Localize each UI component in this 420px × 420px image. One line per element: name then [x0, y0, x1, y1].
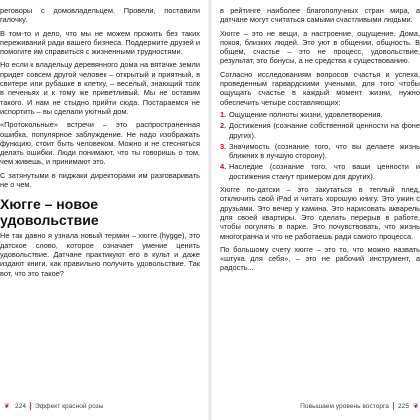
list-text: Ощущение полноты жизни, удовлетворения. — [229, 109, 383, 119]
paragraph: Хюгге – это не вещи, а настроение, ощущение. Дома, покоя, близких людей. Это уют в общении, общность. В общем, счастье – это не процесс, удовольствие, результат, это бонусы, а не средства к существованию. — [220, 28, 420, 66]
chapter-title: Повышаем уровень восторга — [300, 402, 389, 410]
right-footer — [300, 402, 420, 410]
paragraph: Согласно исследованиям вопросов счастья и успеха, проведенным гарвардскими учеными, для того чтобы ощущать счастье в каждый момент жизни, нужно обеспечить четыре составляющих: — [220, 69, 420, 107]
chapter-title: Эффект красной розы — [35, 402, 104, 410]
paragraph: По большому счету хюгге – это то, что можно назвать «штука для себя», – это не рабочий инструмент, а радость... — [220, 244, 420, 273]
list-number: 2. — [220, 121, 227, 131]
paragraph: в рейтинге наиболее благополучных стран мира, а датчане могут считаться самыми счастливыми людьми. — [220, 6, 420, 25]
list-item — [220, 110, 420, 119]
paragraph: реговоры с домовладельцем. Провели, поставили галочку. — [0, 6, 200, 25]
list-text: Достижения (сознание собственной ценности на фоне других). — [229, 121, 420, 140]
paragraph: Но если к владельцу деревянного дома на вятачке земли придет совсем другой человек – открытый и приятный, в свитере или рубашке в клетку, – веселый, знающий толк в печеньях и к тому же приветливый. Мы не оставим такого. И нам не стыдно прийти сюда. Постараемся не испортить – вы сделали уютный дом. — [0, 60, 200, 116]
list-item — [220, 121, 420, 140]
list-item — [220, 142, 420, 161]
left-footer — [4, 402, 103, 410]
list-item — [220, 162, 420, 181]
list-number: 4. — [220, 162, 227, 172]
section-heading: Хюгге – новое удовольствие — [0, 196, 99, 229]
list-number: 3. — [220, 141, 227, 151]
page-number: 224 — [15, 402, 27, 410]
book-gutter — [208, 0, 212, 420]
paragraph: Хюгге по-датски – это закутаться в теплый плед, отключить свой iPad и читать хорошую книгу. Это ужин с друзьями. Это вечер у камина. Это нарисовать акварель для своей квартиры. Это сделать перерыв в работе, чтобы погулять в парке. Это почувствовать, что жизнь многогранна и что не работаешь ради самого процесса. — [220, 185, 420, 241]
rose-icon: ❦ — [413, 402, 419, 410]
divider — [30, 402, 31, 410]
paragraph: В том-то и дело, что мы не можем прожить без таких переживаний ради вашего бизнеса. Поддержите друзей и помогите им справиться с жизненными трудностями. — [0, 28, 200, 57]
happiness-components-list — [220, 110, 420, 181]
page-number: 225 — [397, 402, 409, 410]
list-text: Значимость (сознание того, что вы делаете жизнь ближних в лучшую сторону). — [229, 141, 420, 161]
rose-icon: ❦ — [4, 402, 10, 410]
list-text: Наследие (сознание того, что ваши ценности и достижения станут примером для других). — [229, 162, 420, 181]
list-number: 1. — [220, 109, 227, 119]
paragraph: «Протокольные» встречи – это распространенная ошибка, популярное заблуждение. Не надо изображать функцию, стоит быть человеком. Можно и не стесняться делать ошибки. Люди понимают, что ты говоришь о том, чем живешь, и принимают это. — [0, 120, 200, 167]
divider — [393, 402, 394, 410]
left-page — [0, 0, 200, 420]
right-page — [220, 0, 420, 420]
paragraph: Не так давно я узнала новый термин – хюгге (hygge), это датское слово, которое означает умение ценить удовольствие. Датчане практикуют его в культ и даже издают книги, как правильно получить удовольствие. Так вот, что это такое? — [0, 231, 200, 278]
paragraph: С затянутыми в пиджаки директорами им разговаривать не о чем. — [0, 170, 200, 190]
